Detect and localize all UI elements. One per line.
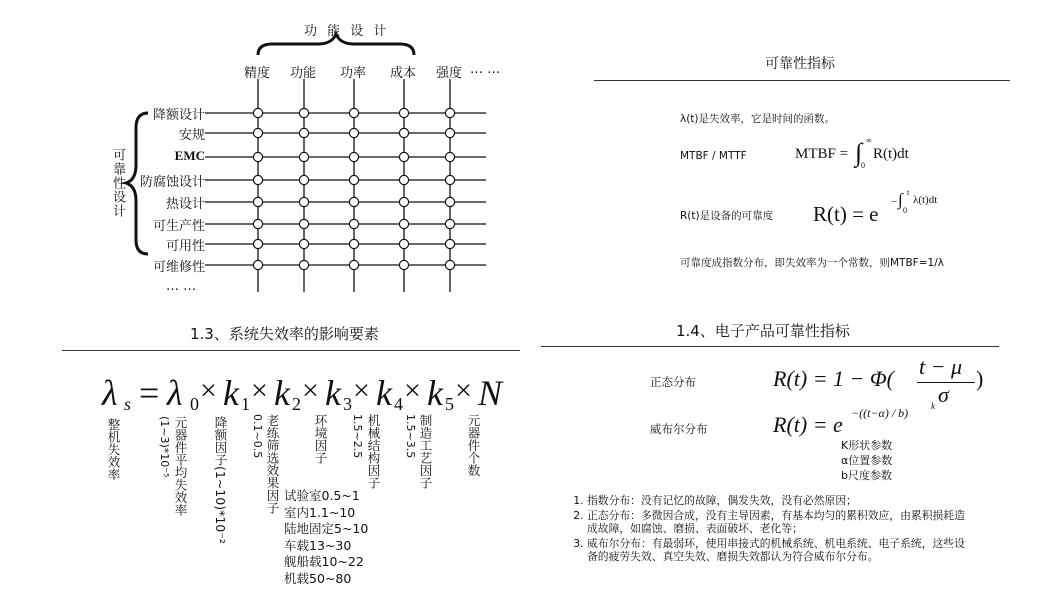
grid-node: [349, 219, 358, 228]
grid-node: [399, 260, 408, 269]
grid-node: [253, 260, 262, 269]
env-value: 室内1.1~10: [284, 504, 356, 520]
weibull-lhs: R(t) = e: [773, 412, 843, 437]
rows-more: … …: [166, 279, 197, 294]
grid-node: [253, 108, 262, 117]
grid-node: [399, 197, 408, 206]
grid-node: [299, 197, 308, 206]
grid-node: [253, 128, 262, 137]
env-value: 试验室0.5~1: [284, 488, 360, 503]
row-header: 可用性: [165, 239, 205, 254]
label-k2: 老练筛选效果因子: [265, 414, 280, 514]
integral-sign: ∫: [855, 138, 863, 167]
normal-num: t − μ: [919, 354, 963, 379]
grid-node: [253, 152, 262, 161]
grid-node: [399, 152, 408, 161]
grid-node: [299, 260, 308, 269]
matrix-grid: [0, 0, 520, 300]
times-2: ×: [251, 374, 268, 407]
side-title: 可靠性设计: [110, 148, 125, 218]
label-k5-range: 1.5~3.5: [404, 414, 417, 459]
grid-node: [299, 152, 308, 161]
distribution-notes: [567, 494, 967, 565]
grid-node: [349, 128, 358, 137]
times-5: ×: [404, 374, 421, 407]
k4: k: [376, 373, 392, 413]
exp-note: 可靠度成指数分布，即失效率为一个常数，则MTBF=1/λ: [680, 257, 944, 269]
env-value: 车载13~30: [284, 537, 352, 553]
distribution-note: 1. 指数分布：没有记忆的故障，偶发失效，没有必然原因；: [587, 494, 967, 508]
grid-node: [253, 239, 262, 248]
normal-close: ): [976, 366, 984, 391]
grid-node: [299, 219, 308, 228]
label-k4: 机械结构因子: [366, 414, 381, 489]
label-k3: 环境因子: [313, 414, 328, 464]
grid-node: [445, 128, 454, 137]
row-header: 可生产性: [152, 219, 205, 234]
lambda-s: λ: [102, 373, 118, 413]
row-header: 可维修性: [152, 260, 205, 275]
row-header: 热设计: [165, 197, 205, 212]
column-header: 功率: [340, 66, 367, 81]
section14-rule: [541, 346, 999, 347]
grid-node: [399, 175, 408, 184]
r-integral: ∫: [898, 190, 903, 209]
k2-sub: 2: [292, 394, 301, 414]
grid-node: [399, 108, 408, 117]
grid-node: [445, 197, 454, 206]
label-lambda0: 元器件平均失效率: [173, 416, 188, 516]
lambda-desc: λ(t)是失效率，它是时间的函数。: [680, 113, 836, 125]
section13-title: 1.3、系统失效率的影响要素: [190, 325, 379, 343]
env-factor-values: [284, 488, 368, 587]
times-1: ×: [200, 374, 217, 407]
grid-node: [445, 152, 454, 161]
top-title: 功 能 设 计: [304, 24, 390, 39]
mtbf-lhs: MTBF =: [795, 146, 849, 162]
label-lambda0-range: (1~3)*10⁻⁵: [158, 416, 171, 478]
weibull-param: b尺度参数: [841, 469, 892, 482]
failure-rate-formula: [102, 372, 502, 422]
r-integrand: λ(t)dt: [913, 194, 938, 206]
label-k2-range: 0.1~0.5: [251, 414, 264, 459]
weibull-param: K形状参数: [841, 439, 893, 452]
grid-node: [349, 239, 358, 248]
r-exp-minus: −: [891, 196, 898, 208]
weibull-k: k: [931, 401, 935, 411]
column-header: 成本: [390, 66, 417, 81]
grid-node: [349, 175, 358, 184]
grid-node: [299, 175, 308, 184]
grid-node: [399, 219, 408, 228]
distribution-note: 3. 威布尔分布：有最弱环，使用串接式的机械系统、机电系统、电子系统，这些设备的疲劳失效、真空失效、磨损失效都认为符合威布尔分布。: [587, 537, 967, 564]
weibull-params: [841, 438, 892, 483]
r-lhs: R(t) = e: [813, 202, 879, 226]
label-total: 整机失效率: [106, 418, 121, 481]
grid-node: [445, 108, 454, 117]
grid-node: [399, 239, 408, 248]
grid-node: [445, 175, 454, 184]
grid-node: [299, 128, 308, 137]
row-header: 安规: [178, 128, 205, 143]
distribution-note: 2. 正态分布：多微因合成，没有主导因素，有基本均匀的累积效应，由累积损耗造成故障，如腐蚀、磨损、表面破坏、老化等；: [587, 509, 967, 536]
label-k5: 制造工艺因子: [418, 414, 433, 489]
weibull-param: α位置参数: [841, 454, 893, 467]
section13-rule: [62, 350, 520, 351]
env-value: 机载50~80: [284, 570, 352, 586]
times-4: ×: [353, 374, 370, 407]
k3-sub: 3: [343, 394, 352, 414]
k5-sub: 5: [445, 394, 454, 414]
k4-sub: 4: [394, 394, 403, 414]
weibull-exp: −((t−α) / b): [851, 406, 909, 420]
grid-node: [349, 197, 358, 206]
columns-more: … …: [470, 62, 501, 77]
weibull-label: 威布尔分布: [650, 422, 708, 436]
grid-node: [349, 152, 358, 161]
section14-title: 1.4、电子产品可靠性指标: [676, 322, 850, 340]
k2: k: [274, 373, 290, 413]
lambda-0: λ: [167, 373, 183, 413]
grid-node: [445, 260, 454, 269]
k3: k: [325, 373, 341, 413]
grid-node: [253, 175, 262, 184]
column-header: 精度: [244, 66, 271, 81]
grid-node: [253, 219, 262, 228]
column-header: 功能: [290, 66, 317, 81]
times-6: ×: [455, 374, 472, 407]
r-label: R(t)是设备的可靠度: [680, 210, 774, 222]
mtbf-lower: 0: [861, 161, 865, 170]
N: N: [478, 373, 503, 413]
grid-node: [445, 219, 454, 228]
row-header: 降额设计: [152, 108, 205, 123]
mtbf-integrand: R(t)dt: [873, 146, 909, 162]
reliability-title: 可靠性指标: [765, 56, 835, 72]
k1-sub: 1: [241, 394, 250, 414]
env-value: 舰船载10~22: [284, 554, 364, 569]
equals: =: [139, 373, 160, 413]
sub-s: s: [124, 394, 132, 414]
column-header: 强度: [436, 66, 463, 81]
sub-0: 0: [190, 394, 199, 414]
row-header: EMC: [174, 148, 205, 163]
grid-node: [299, 108, 308, 117]
k5: k: [427, 373, 443, 413]
label-k4-range: 1.5~2.5: [351, 414, 364, 459]
mtbf-label: MTBF / MTTF: [680, 150, 747, 162]
r-upper: t: [907, 188, 910, 197]
env-value: 陆地固定5~10: [284, 521, 369, 536]
grid-node: [399, 128, 408, 137]
grid-node: [349, 108, 358, 117]
times-3: ×: [302, 374, 319, 407]
r-lower: 0: [903, 206, 907, 215]
label-N: 元器件个数: [466, 414, 481, 477]
label-k1: 降额因子(1~10)*10⁻²: [213, 416, 228, 544]
grid-node: [299, 239, 308, 248]
reliability-rule: [594, 80, 1010, 81]
k1: k: [223, 373, 239, 413]
normal-label: 正态分布: [650, 375, 696, 389]
row-header: 防腐蚀设计: [139, 175, 205, 190]
normal-den: σ: [938, 382, 949, 407]
normal-lhs: R(t) = 1 − Φ(: [773, 366, 894, 391]
grid-node: [253, 197, 262, 206]
grid-node: [445, 239, 454, 248]
mtbf-upper: ∞: [866, 136, 872, 145]
grid-node: [349, 260, 358, 269]
